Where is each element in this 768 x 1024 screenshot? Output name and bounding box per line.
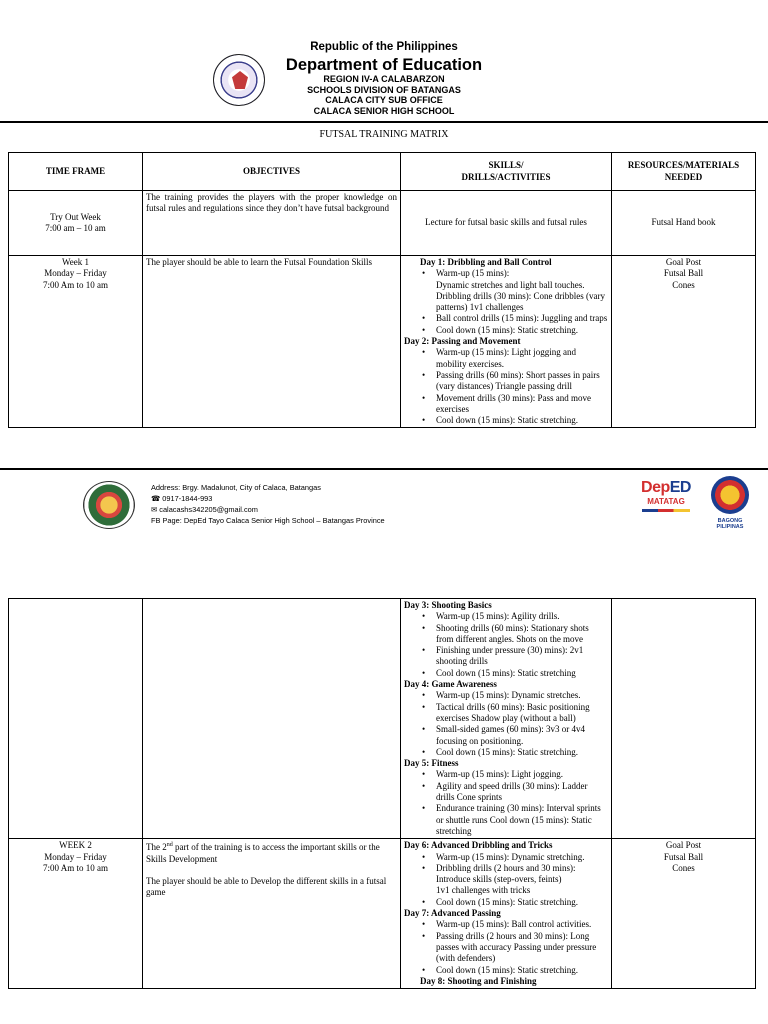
list-item: • Cool down (15 mins): Static stretching.	[404, 415, 608, 426]
header-region: REGION IV-A CALABARZON	[323, 74, 445, 84]
list-item: • Passing drills (2 hours and 30 mins): Long passes with accuracy Passing under pressure (with defenders)	[404, 931, 608, 965]
week1-time	[9, 256, 143, 428]
day7-list	[404, 919, 608, 975]
day1-list	[404, 268, 608, 279]
day7-title: Day 7: Advanced Passing	[404, 908, 501, 919]
footer-divider	[0, 468, 768, 470]
list-item: • Cool down (15 mins): Static stretching.	[404, 325, 608, 336]
resource-item: Futsal Ball	[663, 851, 704, 862]
bagong-pilipinas-logo	[704, 476, 756, 532]
list-item: • Endurance training (30 mins): Interval sprints or shuttle runs Cool down (15 mins): Static stretching	[404, 803, 608, 837]
tryout-resource: Futsal Hand book	[612, 191, 756, 256]
bagong-pilipinas-text: BAGONG PILIPINAS	[716, 518, 744, 530]
list-item: • Cool down (15 mins): Static stretching	[404, 668, 608, 679]
week1-time-cont	[9, 599, 143, 839]
table-row-week1-cont	[9, 599, 756, 839]
school-logo	[83, 481, 135, 529]
list-item: • Dribbling drills (2 hours and 30 mins): Introduce skills (step-overs, feints)	[404, 863, 608, 886]
week1-time-days: Monday – Friday	[44, 268, 107, 279]
week2-resources	[612, 839, 756, 989]
footer-phone: ☎ 0917-1844-993	[151, 494, 213, 503]
header-school: CALACA SENIOR HIGH SCHOOL	[313, 106, 455, 116]
training-matrix-table-continued	[8, 598, 756, 989]
deped-text-dep: Dep	[641, 479, 670, 496]
header-division: SCHOOLS DIVISION OF BATANGAS	[307, 85, 461, 95]
table-row-week2	[9, 839, 756, 989]
week1-objective-cont	[143, 599, 401, 839]
table-row-tryout	[9, 191, 756, 256]
day6-list	[404, 852, 608, 886]
week2-objective-sup: nd	[166, 842, 173, 849]
week1-activities-cont	[401, 599, 612, 839]
document-title: FUTSAL TRAINING MATRIX	[319, 129, 449, 140]
list-item: • Warm-up (15 mins): Light jogging and mobility exercises.	[404, 347, 608, 370]
list-item: • Cool down (15 mins): Static stretching.	[404, 747, 608, 758]
list-item: • Tactical drills (60 mins): Basic positioning exercises Shadow play (without a ball)	[404, 702, 608, 725]
resource-item: Cones	[672, 862, 695, 873]
table-header-row	[9, 153, 756, 191]
day4-title: Day 4: Game Awareness	[404, 679, 497, 690]
week2-objective	[143, 839, 401, 989]
week1-resources-cont	[612, 599, 756, 839]
list-item: • Warm-up (15 mins): Ball control activities.	[404, 919, 608, 930]
week2-objective-post: part of the training is to access the important skills or the Skills Development	[146, 842, 380, 864]
footer-email: ✉ calacashs342205@gmail.com	[151, 505, 258, 514]
day6-title: Day 6: Advanced Dribbling and Tricks	[404, 840, 553, 851]
list-item: • Shooting drills (60 mins): Stationary shots from different angles. Shots on the move	[404, 623, 608, 646]
tryout-time-label: Try Out Week	[50, 211, 101, 222]
list-item: • Finishing under pressure (30) mins): 2v1 shooting drills	[404, 645, 608, 668]
day3-title: Day 3: Shooting Basics	[404, 600, 492, 610]
day6-cont: 1v1 challenges with tricks	[436, 885, 531, 896]
list-item: • Movement drills (30 mins): Pass and move exercises	[404, 393, 608, 416]
week1-objective: The player should be able to learn the Futsal Foundation Skills	[143, 256, 401, 428]
tryout-objective: The training provides the players with the proper knowledge on futsal rules and regulations since they don’t have futsal background	[143, 191, 401, 256]
day2-list	[404, 347, 608, 426]
day1-list-2	[404, 313, 608, 336]
list-item: • Agility and speed drills (30 mins): Ladder drills Cone sprints	[404, 781, 608, 804]
day5-list	[404, 769, 608, 837]
day4-list	[404, 690, 608, 758]
week2-activities	[401, 839, 612, 989]
footer-address: Address: Brgy. Madalunot, City of Calaca, Batangas	[151, 483, 321, 492]
deped-matatag-logo	[638, 479, 694, 531]
list-item: • Warm-up (15 mins): Light jogging.	[404, 769, 608, 780]
week1-time-hours: 7:00 Am to 10 am	[43, 279, 108, 290]
day3-list	[404, 611, 608, 679]
day1-dribbling: Dribbling drills (30 mins): Cone dribbles (vary patterns) 1v1 challenges	[436, 290, 605, 313]
list-item: • Passing drills (60 mins): Short passes in pairs (vary distances) Triangle passing drill	[404, 370, 608, 393]
week2-time-hours: 7:00 Am to 10 am	[43, 862, 108, 873]
list-item: • Ball control drills (15 mins): Juggling and traps	[404, 313, 608, 324]
day2-title: Day 2: Passing and Movement	[404, 336, 521, 347]
list-item: • Warm-up (15 mins): Agility drills.	[404, 611, 608, 622]
day1-warmup-cont: Dynamic stretches and light ball touches.	[436, 279, 585, 290]
day1-title: Day 1: Dribbling and Ball Control	[420, 257, 552, 267]
deped-text-ed: ED	[669, 479, 691, 496]
tryout-time-hours: 7:00 am – 10 am	[45, 223, 106, 233]
header-resources	[612, 153, 756, 191]
list-item: • Small-sided games (60 mins): 3v3 or 4v4 focusing on positioning.	[404, 724, 608, 747]
resource-item: Goal Post	[665, 257, 702, 267]
header-sub-office: CALACA CITY SUB OFFICE	[325, 95, 443, 105]
table-row-week1	[9, 256, 756, 428]
footer-contact	[151, 482, 385, 526]
list-item: • Warm-up (15 mins):	[404, 268, 608, 279]
week1-activities	[401, 256, 612, 428]
tryout-time	[9, 191, 143, 256]
week2-objective-2: The player should be able to Develop the different skills in a futsal game	[146, 875, 387, 898]
header-skills	[401, 153, 612, 191]
resource-item: Goal Post	[665, 840, 702, 851]
week2-time-days: Monday – Friday	[44, 851, 107, 862]
header-skills-line1: SKILLS/	[488, 160, 524, 171]
list-item: • Cool down (15 mins): Static stretching.	[404, 897, 608, 908]
day8-title: Day 8: Shooting and Finishing	[420, 975, 537, 986]
week2-objective-pre: The 2	[146, 842, 167, 853]
day6-list-2	[404, 897, 608, 908]
header-divider	[0, 121, 768, 123]
header-republic: Republic of the Philippines	[310, 41, 458, 53]
training-matrix-table	[8, 152, 756, 428]
footer-fb-page: FB Page: DepEd Tayo Calaca Senior High School – Batangas Province	[151, 516, 385, 525]
header-skills-line2: DRILLS/ACTIVITIES	[461, 171, 551, 182]
tryout-activity: Lecture for futsal basic skills and futsal rules	[401, 191, 612, 256]
week1-resources	[612, 256, 756, 428]
day5-title: Day 5: Fitness	[404, 758, 459, 769]
list-item: • Warm-up (15 mins): Dynamic stretching.	[404, 852, 608, 863]
week2-time-label: WEEK 2	[59, 840, 92, 851]
header-time-frame: TIME FRAME	[9, 153, 143, 191]
week1-time-label: Week 1	[61, 257, 89, 267]
week2-time	[9, 839, 143, 989]
list-item: • Cool down (15 mins): Static stretching.	[404, 965, 608, 976]
header-resources-line1: RESOURCES/MATERIALS	[627, 160, 740, 171]
list-item: • Warm-up (15 mins): Dynamic stretches.	[404, 690, 608, 701]
header-resources-line2: NEEDED	[664, 171, 703, 182]
matatag-text: MATATAG	[647, 497, 685, 506]
resource-item: Cones	[672, 279, 695, 290]
resource-item: Futsal Ball	[663, 268, 704, 279]
header-department: Department of Education	[285, 56, 483, 74]
header-objectives: OBJECTIVES	[143, 153, 401, 191]
